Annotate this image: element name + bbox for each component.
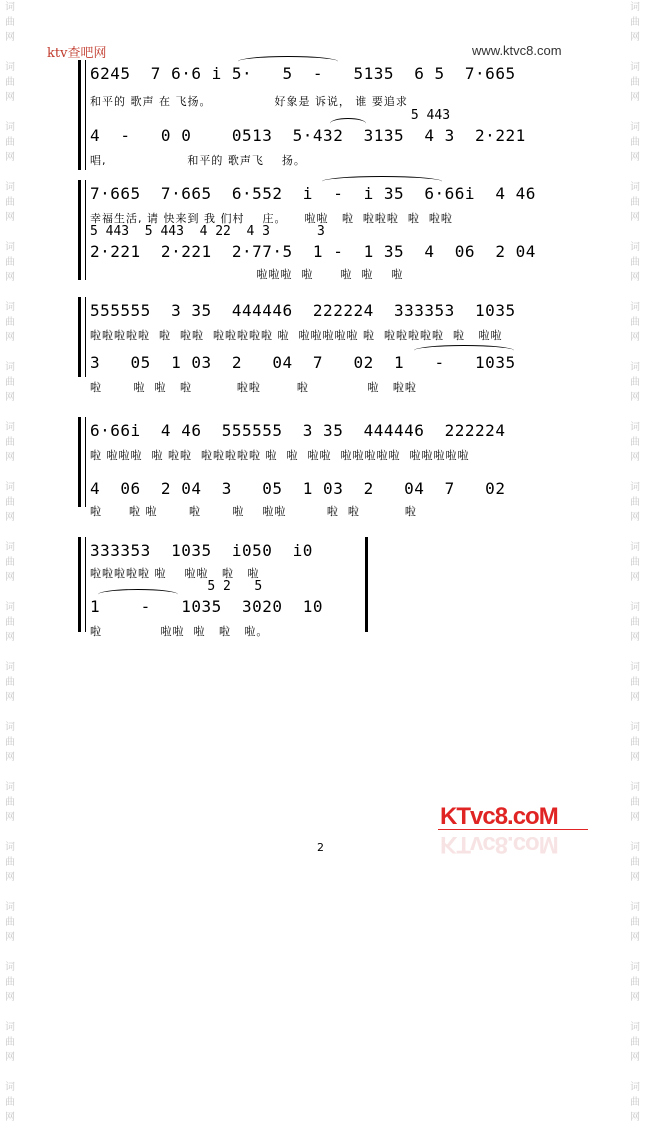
lower-lyrics: 啦 啦啦 啦 啦 啦。 (90, 625, 269, 638)
harmony-notes: 5 443 5 443 4 22 4 3 3 (90, 224, 325, 239)
lower-notes: 4 06 2 04 3 05 1 03 2 04 7 02 (90, 479, 506, 498)
slur (330, 118, 366, 129)
system-bracket (78, 60, 87, 170)
upper-lyrics: 和平的 歌声 在 飞扬。 好象是 诉说， 谁 要追求 (90, 95, 408, 108)
watermark-column-right: 词 曲 网 词 曲 网 词 曲 网 词 曲 网 词 曲 网 词 曲 网 词 曲 网 词 曲 网 词 曲 网 词 曲 网 词 曲 网 词 曲 网 词 曲 网 词 曲 网 词 曲 网 词 曲 网 词 曲 网 词 曲 网 词 曲 网 (630, 2, 640, 1123)
lower-staff (90, 349, 568, 377)
site-brand[interactable]: ktv查吧网 (47, 46, 107, 61)
harmony-notes: 5 2 5 (90, 579, 263, 594)
lower-staff (90, 122, 568, 150)
final-barline (365, 537, 368, 632)
upper-staff (90, 60, 568, 88)
system-bracket (78, 417, 87, 507)
upper-lyrics: 幸福生活, 请 快来到 我 们村 庄。 啦啦 啦 啦啦啦 啦 啦啦 (90, 212, 453, 225)
lower-lyrics: 唱, 和平的 歌声飞 扬。 (90, 154, 306, 167)
upper-notes: 333353 1035 i050 i0 (90, 541, 313, 560)
upper-staff (90, 180, 568, 208)
watermark-column-left: 词 曲 网 词 曲 网 词 曲 网 词 曲 网 词 曲 网 词 曲 网 词 曲 网 词 曲 网 词 曲 网 词 曲 网 词 曲 网 词 曲 网 词 曲 网 词 曲 网 词 曲 网 词 曲 网 词 曲 网 词 曲 网 词 曲 网 (5, 2, 15, 1123)
footer-logo[interactable]: KTvc8.coM (440, 803, 558, 830)
upper-lyrics: 啦啦啦啦啦 啦 啦啦 啦 啦 (90, 567, 260, 580)
lower-lyrics: 啦啦啦 啦 啦 啦 啦 (90, 268, 404, 281)
lower-lyrics: 啦 啦 啦 啦 啦啦 啦 啦 啦啦 (90, 381, 417, 394)
lower-notes: 2·221 2·221 2·77·5 1 - 1 35 4 06 2 04 (90, 242, 536, 261)
lower-staff (90, 238, 568, 266)
upper-staff (90, 297, 568, 325)
score-system-3 (78, 297, 568, 394)
footer-logo-reflection: KTvc8.coM (440, 831, 558, 858)
upper-notes: 555555 3 35 444446 222224 333353 1035 (90, 301, 516, 320)
lower-notes: 4 - 0 0 0513 5·432 3135 4 3 2·221 (90, 126, 526, 145)
system-bracket (78, 297, 87, 377)
upper-staff (90, 537, 368, 565)
upper-notes: 6245 7 6·6 i 5· 5 - 5135 6 5 7·665 (90, 64, 516, 83)
lower-staff (90, 593, 368, 621)
upper-notes: 6·66i 4 46 555555 3 35 444446 222224 (90, 421, 506, 440)
slur (414, 345, 514, 356)
slur (322, 176, 442, 187)
score-system-4 (78, 417, 568, 518)
page-number: 2 (317, 841, 324, 854)
upper-staff (90, 417, 568, 445)
slur (238, 56, 338, 67)
score-system-5 (78, 537, 368, 638)
lower-staff (90, 475, 568, 503)
score-system-2 (78, 180, 568, 280)
lower-notes: 3 05 1 03 2 04 7 02 1 - 1035 (90, 353, 516, 372)
site-url[interactable]: www.ktvc8.com (472, 43, 562, 58)
upper-notes: 7·665 7·665 6·552 i - i 35 6·66i 4 46 (90, 184, 536, 203)
lower-notes: 1 - 1035 3020 10 (90, 597, 324, 616)
lower-lyrics: 啦 啦 啦 啦 啦 啦啦 啦 啦 啦 (90, 505, 417, 518)
upper-lyrics: 啦 啦啦啦 啦 啦啦 啦啦啦啦啦 啦 啦 啦啦 啦啦啦啦啦 啦啦啦啦啦 (90, 449, 470, 462)
system-bracket (78, 180, 87, 280)
score-system-1 (78, 60, 568, 170)
slur (98, 589, 178, 600)
harmony-notes: 5 443 (90, 108, 451, 123)
system-bracket (78, 537, 87, 632)
upper-lyrics: 啦啦啦啦啦 啦 啦啦 啦啦啦啦啦 啦 啦啦啦啦啦 啦 啦啦啦啦啦 啦 啦啦 (90, 329, 503, 342)
